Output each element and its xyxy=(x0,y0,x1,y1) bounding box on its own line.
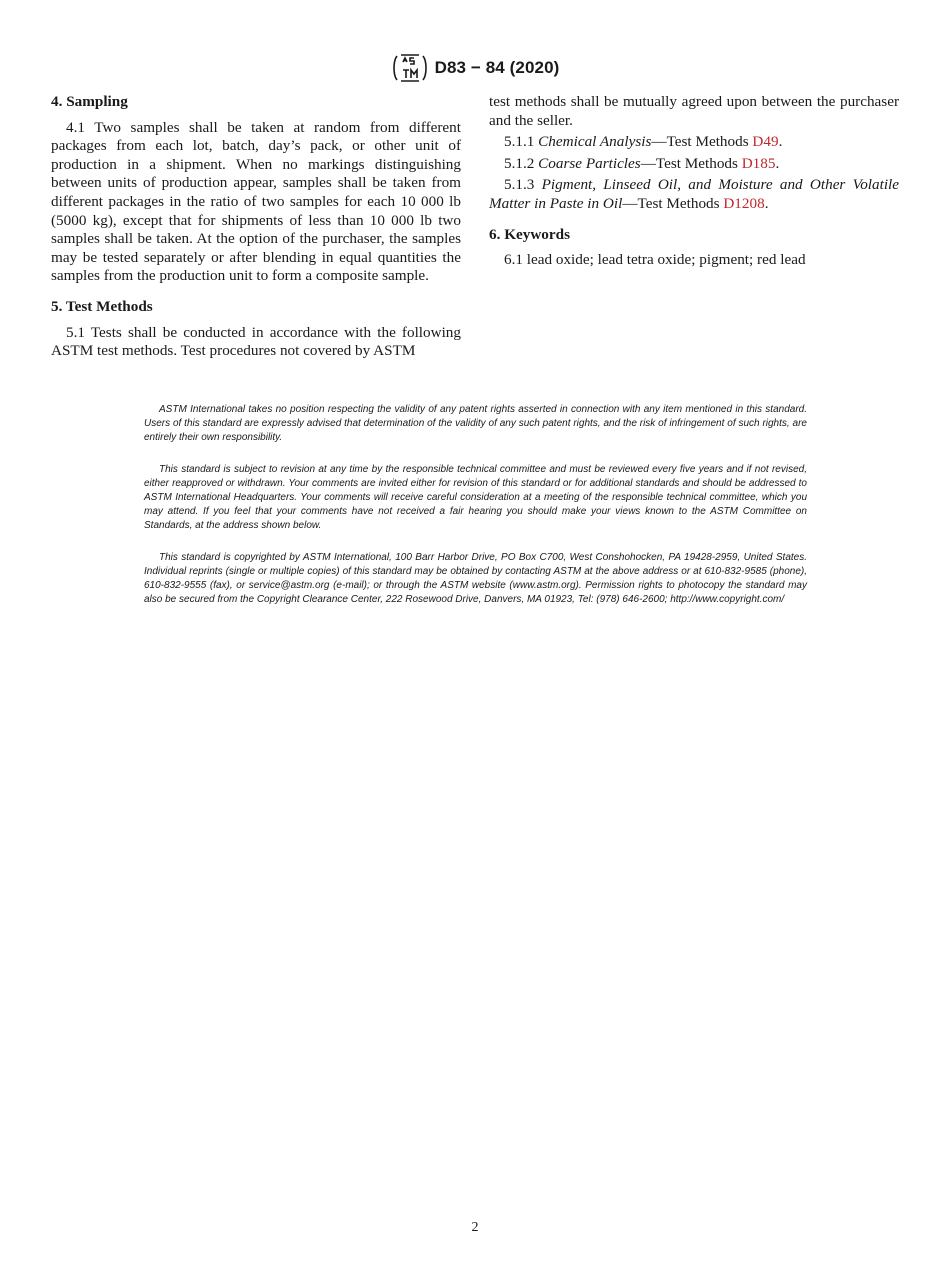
right-column xyxy=(489,93,899,270)
test-method-link-d185[interactable]: D185 xyxy=(741,154,776,172)
section-number: 5.1.2 xyxy=(504,154,535,172)
subsection-text: —Test Methods xyxy=(651,133,753,151)
section-number: 5.1.1 xyxy=(504,133,535,151)
section-5-1-3-paragraph: 5.1.3 Pigment, Linseed Oil, and Moisture and Other Volatile Matter in Paste in Oil—Test Methods D1208. xyxy=(489,176,900,212)
left-column xyxy=(51,93,461,361)
section-6-heading: 6. Keywords xyxy=(489,225,570,243)
test-method-link-d49[interactable]: D49 xyxy=(752,133,779,151)
page-header xyxy=(0,52,950,84)
copyright-notice: This standard is copyrighted by ASTM International, 100 Barr Harbor Drive, PO Box C700, West Conshohocken, PA 19428-2959, United States. Individual reprints (single or multiple copies) of this standard may be obtained by contacting ASTM at the above address or at 610-832-9585 (phone), 610-832-9555 (fax), or service@astm.org (e-mail); or through the ASTM website (www.astm.org). Permission rights to photocopy the standard may also be secured from the Copyright Clearance Center, 222 Rosewood Drive, Danvers, MA 01923, Tel: (978) 646-2600; http://www.copyright.com/ xyxy=(144,552,807,605)
section-number: 5.1.3 xyxy=(504,176,535,194)
subsection-title: Pigment, Linseed Oil, and Moisture and Other Volatile Matter in Paste in Oil xyxy=(489,176,900,212)
section-5-heading: 5. Test Methods xyxy=(51,297,153,315)
subsection-text: —Test Methods xyxy=(640,154,742,172)
revision-notice: This standard is subject to revision at any time by the responsible technical committee and must be reviewed every five years and if not revised, either reapproved or withdrawn. Your comments are invited either for revision of this standard or for additional standards and should be addressed to ASTM International Headquarters. Your comments will receive careful consideration at a meeting of the responsible technical committee, which you may attend. If you feel that your comments have not received a fair hearing you should make your views known to the ASTM Committee on Standards, at the address shown below. xyxy=(144,464,807,531)
astm-logo-icon xyxy=(391,52,429,84)
section-5-1-2-paragraph: 5.1.2 Coarse Particles—Test Methods D185. xyxy=(504,154,780,172)
subsection-text: —Test Methods xyxy=(622,194,724,212)
section-5-1-paragraph: 5.1 Tests shall be conducted in accordance with the following ASTM test methods. Test procedures not covered by ASTM xyxy=(51,323,461,360)
section-6-1-paragraph: 6.1 lead oxide; lead tetra oxide; pigment; red lead xyxy=(504,251,806,269)
subsection-title: Coarse Particles xyxy=(538,154,641,172)
section-4-heading: 4. Sampling xyxy=(51,93,128,110)
legal-notices xyxy=(144,403,807,626)
section-5-1-continued: test methods shall be mutually agreed upon between the purchaser and the seller. xyxy=(489,93,899,129)
test-method-link-d1208[interactable]: D1208 xyxy=(723,194,765,212)
section-4-1-paragraph: 4.1 Two samples shall be taken at random from different packages from each lot, batch, day’s pack, or other unit of production in a shipment. When no markings distinguishing between units of production appear, samples shall be taken from different packages in the ratio of two samples for each 10 000 lb (5000 kg), except that for shipments of less than 10 000 lb two samples shall be taken. At the option of the purchaser, the samples may be tested separately or after blending in equal quantities the samples from the production unit to form a composite sample. xyxy=(51,118,461,285)
patent-notice: ASTM International takes no position respecting the validity of any patent rights asserted in connection with any item mentioned in this standard. Users of this standard are expressly advised that determination of the validity of any such patent rights, and the risk of infringement of such rights, are entirely their own responsibility. xyxy=(144,404,807,443)
section-5-1-1-paragraph: 5.1.1 Chemical Analysis—Test Methods D49. xyxy=(504,133,783,151)
page-number: 2 xyxy=(471,1220,479,1235)
document-designation: D83 − 84 (2020) xyxy=(434,58,560,77)
subsection-title: Chemical Analysis xyxy=(538,133,652,151)
